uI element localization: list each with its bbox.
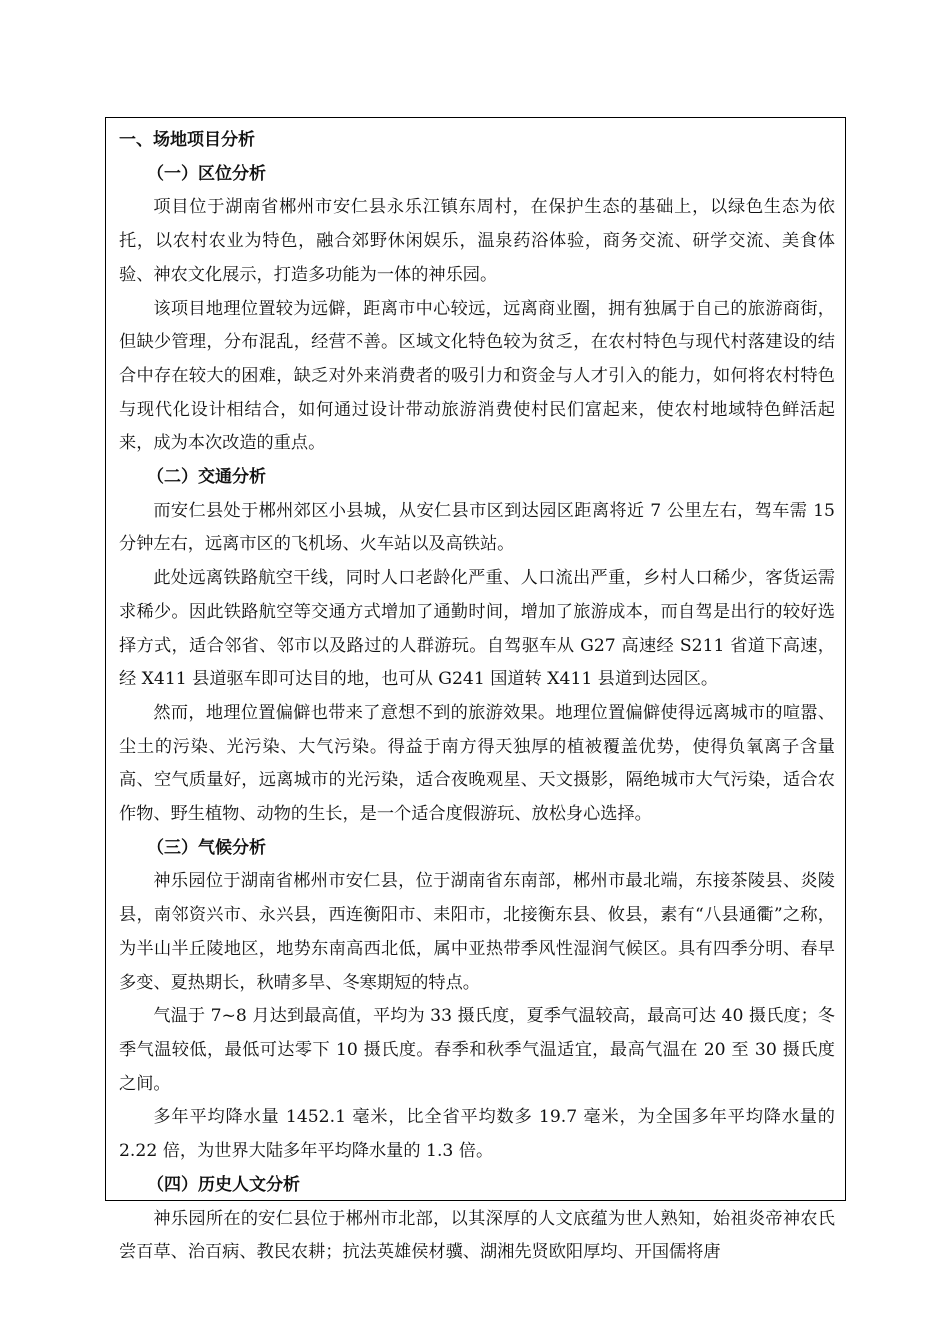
paragraph: 而安仁县处于郴州郊区小县城，从安仁县市区到达园区距离将近 7 公里左右，驾车需 15 分钟左右，远离市区的飞机场、火车站以及高铁站。 (119, 500, 835, 555)
subsection-heading-climate: （三）气候分析 (147, 837, 266, 858)
paragraph: 该项目地理位置较为远僻，距离市中心较远，远离商业圈，拥有独属于自己的旅游商街，但缺少管理，分布混乱，经营不善。区域文化特色较为贫乏，在农村特色与现代村落建设的结合中存在较大的困难，缺乏对外来消费者的吸引力和资金与人才引入的能力，如何将农村特色与现代化设计相结合，如何通过设计带动旅游消费使村民们富起来，使农村地域特色鲜活起来，成为本次改造的重点。 (119, 298, 835, 454)
paragraph: 项目位于湖南省郴州市安仁县永乐江镇东周村，在保护生态的基础上，以绿色生态为依托，以农村农业为特色，融合郊野休闲娱乐，温泉药浴体验，商务交流、研学交流、美食体验、神农文化展示，打造多功能为一体的神乐园。 (119, 197, 835, 285)
paragraph: 神乐园所在的安仁县位于郴州市北部，以其深厚的人文底蕴为世人熟知，始祖炎帝神农氏尝百草、治百病、教民农耕；抗法英雄侯材骥、湖湘先贤欧阳厚均、开国儒将唐 (119, 1208, 835, 1263)
subsection-heading-traffic: （二）交通分析 (147, 467, 266, 488)
paragraph: 神乐园位于湖南省郴州市安仁县，位于湖南省东南部，郴州市最北端，东接茶陵县、炎陵县，南邻资兴市、永兴县，西连衡阳市、耒阳市，北接衡东县、攸县，素有“八县通衢”之称，为半山半丘陵地区，地势东南高西北低，属中亚热带季风性湿润气候区。具有四季分明、春早多变、夏热期长，秋晴多旱、冬寒期短的特点。 (119, 871, 835, 993)
document-frame (105, 117, 846, 1263)
paragraph: 此处远离铁路航空干线，同时人口老龄化严重、人口流出严重，乡村人口稀少，客货运需求稀少。因此铁路航空等交通方式增加了通勤时间，增加了旅游成本，而自驾是出行的较好选择方式，适合邻省、邻市以及路过的人群游玩。自驾驱车从 G27 高速经 S211 省道下高速，经 X411 县道驱车即可达目的地，也可从 G241 国道转 X411 县道到达园区。 (119, 568, 835, 690)
subsection-heading-history: （四）历史人文分析 (147, 1174, 300, 1195)
section-title: 一、场地项目分析 (119, 130, 255, 150)
paragraph: 多年平均降水量 1452.1 毫米，比全省平均数多 19.7 毫米，为全国多年平均降水量的 2.22 倍，为世界大陆多年平均降水量的 1.3 倍。 (119, 1107, 835, 1162)
paragraph: 然而，地理位置偏僻也带来了意想不到的旅游效果。地理位置偏僻使得远离城市的喧嚣、尘土的污染、光污染、大气污染。得益于南方得天独厚的植被覆盖优势，使得负氧离子含量高、空气质量好，远离城市的光污染，适合夜晚观星、天文摄影，隔绝城市大气污染，适合农作物、野生植物、动物的生长，是一个适合度假游玩、放松身心选择。 (119, 702, 835, 825)
document-body (106, 118, 845, 1270)
subsection-heading-location: （一）区位分析 (147, 163, 266, 184)
paragraph: 气温于 7~8 月达到最高值，平均为 33 摄氏度，夏季气温较高，最高可达 40 摄氏度；冬季气温较低，最低可达零下 10 摄氏度。春季和秋季气温适宜，最高气温在 20 至 30 摄氏度之间。 (119, 1006, 835, 1094)
